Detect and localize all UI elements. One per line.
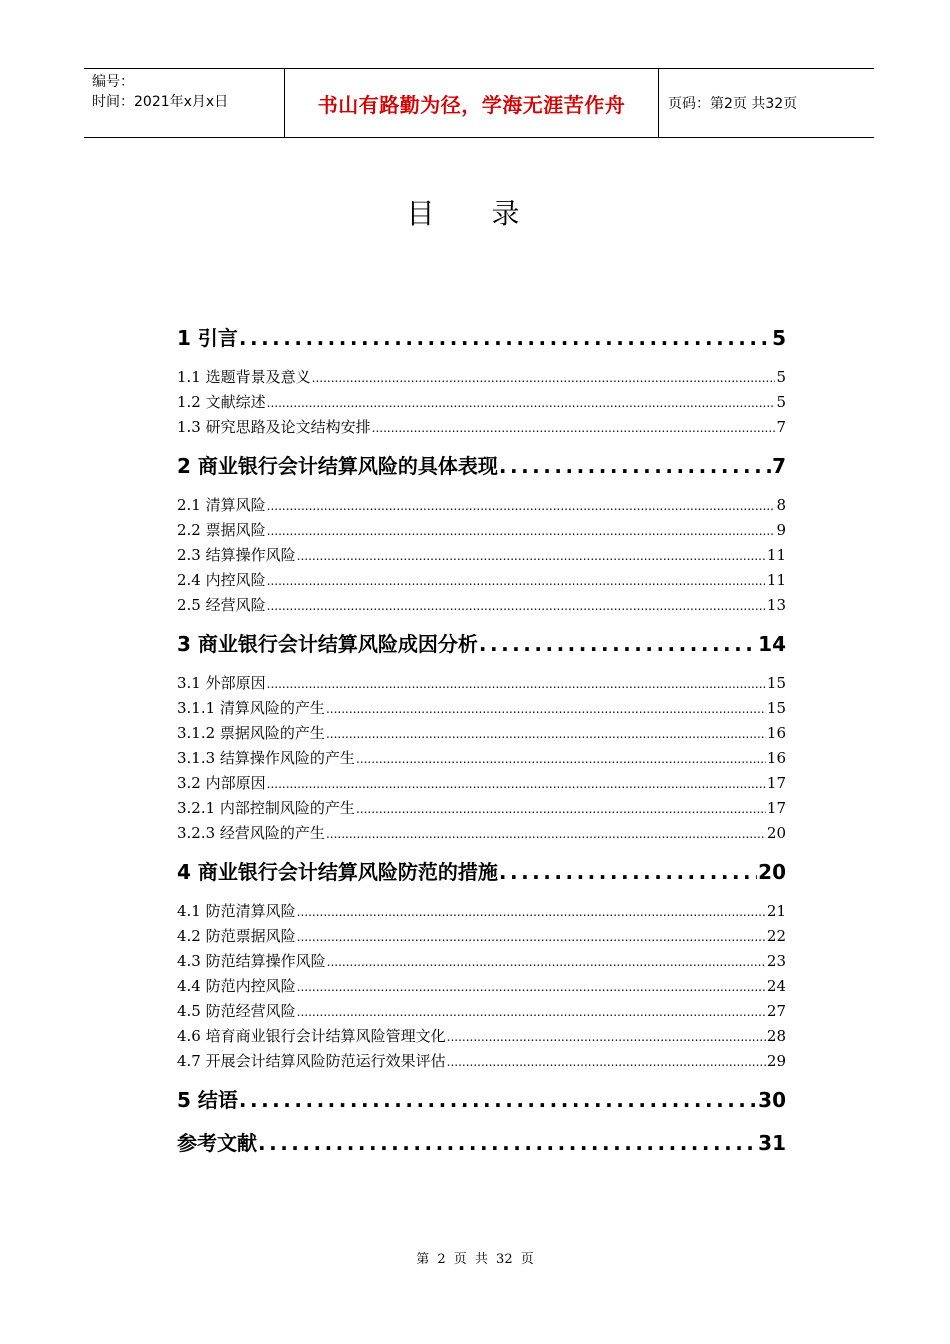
toc-page-number: 15 [766,674,786,692]
header-motto-cell [285,69,659,137]
toc-page-number: 17 [766,799,786,817]
toc-section-entry[interactable] [177,949,786,974]
toc-entry-title: 4.6 培育商业银行会计结算风险管理文化 [177,1027,446,1045]
toc-dot-leader [239,1088,757,1112]
toc-page-number: 5 [776,393,786,411]
toc-dot-leader [267,519,776,544]
toc-page-number: 20 [758,860,786,884]
header-meta [84,69,285,137]
toc-entry-title: 1.3 研究思路及论文结构安排 [177,418,371,436]
toc-dot-leader [297,1000,766,1025]
toc-page-number: 27 [766,1002,786,1020]
toc-section-entry[interactable] [177,1049,786,1074]
page-header [84,68,874,138]
toc-section-entry[interactable] [177,771,786,796]
toc-entry-title: 4.2 防范票据风险 [177,927,296,945]
toc-dot-leader [356,747,766,772]
toc-dot-leader [499,454,771,478]
toc-page-number: 14 [758,632,786,656]
toc-section-entry[interactable] [177,593,786,618]
toc-entry-title: 4 商业银行会计结算风险防范的措施 [177,860,498,884]
header-motto: 书山有路勤为径，学海无涯苦作舟 [317,92,626,117]
toc-section-entry[interactable] [177,365,786,390]
toc-page-number: 29 [766,1052,786,1070]
toc-dot-leader [447,1050,766,1075]
toc-chapter-entry[interactable] [177,628,786,654]
toc-dot-leader [258,1131,757,1155]
toc-section-entry[interactable] [177,821,786,846]
toc-entry-title: 2.3 结算操作风险 [177,546,296,564]
toc-section-entry[interactable] [177,796,786,821]
toc-page-number: 9 [776,521,786,539]
toc-dot-leader [267,672,766,697]
toc-dot-leader [372,416,776,441]
toc-dot-leader [447,1025,766,1050]
toc-entry-title: 2.5 经营风险 [177,596,266,614]
toc-page-number: 20 [766,824,786,842]
toc-page-number: 21 [766,902,786,920]
toc-dot-leader [327,950,766,975]
toc-entry-title: 1 引言 [177,326,238,350]
table-of-contents [177,316,786,1170]
toc-chapter-entry[interactable] [177,1127,786,1153]
toc-dot-leader [479,632,757,656]
toc-section-entry[interactable] [177,1024,786,1049]
toc-page-number: 5 [776,368,786,386]
toc-page-number: 16 [766,724,786,742]
toc-page-number: 30 [758,1088,786,1112]
header-page-info: 页码：第2页 共32页 [668,96,798,112]
toc-dot-leader [239,326,771,350]
toc-section-entry[interactable] [177,415,786,440]
toc-section-entry[interactable] [177,746,786,771]
header-page-info-cell [659,69,874,137]
toc-chapter-entry[interactable] [177,1084,786,1110]
toc-dot-leader [297,900,766,925]
toc-page-number: 16 [766,749,786,767]
toc-entry-title: 2.1 清算风险 [177,496,266,514]
toc-entry-title: 4.1 防范清算风险 [177,902,296,920]
toc-entry-title: 1.2 文献综述 [177,393,266,411]
toc-page-number: 17 [766,774,786,792]
toc-entry-title: 3.2.1 内部控制风险的产生 [177,799,355,817]
toc-dot-leader [297,544,766,569]
toc-page-number: 24 [766,977,786,995]
toc-entry-title: 1.1 选题背景及意义 [177,368,311,386]
toc-entry-title: 4.3 防范结算操作风险 [177,952,326,970]
toc-section-entry[interactable] [177,390,786,415]
toc-entry-title: 4.5 防范经营风险 [177,1002,296,1020]
toc-entry-title: 4.7 开展会计结算风险防范运行效果评估 [177,1052,446,1070]
toc-page-number: 11 [766,546,786,564]
toc-page-number: 15 [766,699,786,717]
toc-page-number: 13 [766,596,786,614]
toc-dot-leader [499,860,757,884]
toc-page-number: 7 [776,418,786,436]
toc-entry-title: 3.1.3 结算操作风险的产生 [177,749,355,767]
toc-section-entry[interactable] [177,974,786,999]
toc-section-entry[interactable] [177,518,786,543]
document-time-label: 时间：2021年x月x日 [92,94,229,110]
toc-dot-leader [312,366,776,391]
toc-section-entry[interactable] [177,924,786,949]
toc-chapter-entry[interactable] [177,450,786,476]
toc-chapter-entry[interactable] [177,322,786,348]
toc-entry-title: 3 商业银行会计结算风险成因分析 [177,632,478,656]
toc-entry-title: 3.1.1 清算风险的产生 [177,699,325,717]
toc-page-number: 5 [772,326,786,350]
toc-section-entry[interactable] [177,721,786,746]
toc-page-number: 23 [766,952,786,970]
toc-dot-leader [267,494,776,519]
toc-section-entry[interactable] [177,568,786,593]
toc-entry-title: 3.2.3 经营风险的产生 [177,824,325,842]
toc-dot-leader [297,975,766,1000]
toc-dot-leader [326,722,766,747]
toc-entry-title: 5 结语 [177,1088,238,1112]
toc-dot-leader [326,822,766,847]
document-number-label: 编号： [92,74,134,90]
toc-page-number: 28 [766,1027,786,1045]
toc-chapter-entry[interactable] [177,856,786,882]
toc-entry-title: 3.1.2 票据风险的产生 [177,724,325,742]
toc-page-number: 31 [758,1131,786,1155]
toc-entry-title: 3.1 外部原因 [177,674,266,692]
toc-section-entry[interactable] [177,899,786,924]
toc-dot-leader [297,925,766,950]
page-footer: 第 2 页 共 32 页 [416,1252,534,1267]
toc-dot-leader [267,569,766,594]
toc-dot-leader [267,391,776,416]
toc-entry-title: 3.2 内部原因 [177,774,266,792]
toc-section-entry[interactable] [177,696,786,721]
toc-dot-leader [267,772,766,797]
toc-page-number: 11 [766,571,786,589]
toc-entry-title: 2.4 内控风险 [177,571,266,589]
toc-page-number: 7 [772,454,786,478]
toc-page-number: 22 [766,927,786,945]
toc-entry-title: 2.2 票据风险 [177,521,266,539]
toc-section-entry[interactable] [177,999,786,1024]
toc-section-entry[interactable] [177,493,786,518]
toc-dot-leader [326,697,766,722]
toc-entry-title: 4.4 防范内控风险 [177,977,296,995]
toc-dot-leader [356,797,766,822]
toc-entry-title: 参考文献 [177,1131,257,1155]
toc-entry-title: 2 商业银行会计结算风险的具体表现 [177,454,498,478]
toc-section-entry[interactable] [177,543,786,568]
toc-page-number: 8 [776,496,786,514]
toc-title: 目 录 [406,197,544,230]
toc-section-entry[interactable] [177,671,786,696]
toc-dot-leader [267,594,766,619]
